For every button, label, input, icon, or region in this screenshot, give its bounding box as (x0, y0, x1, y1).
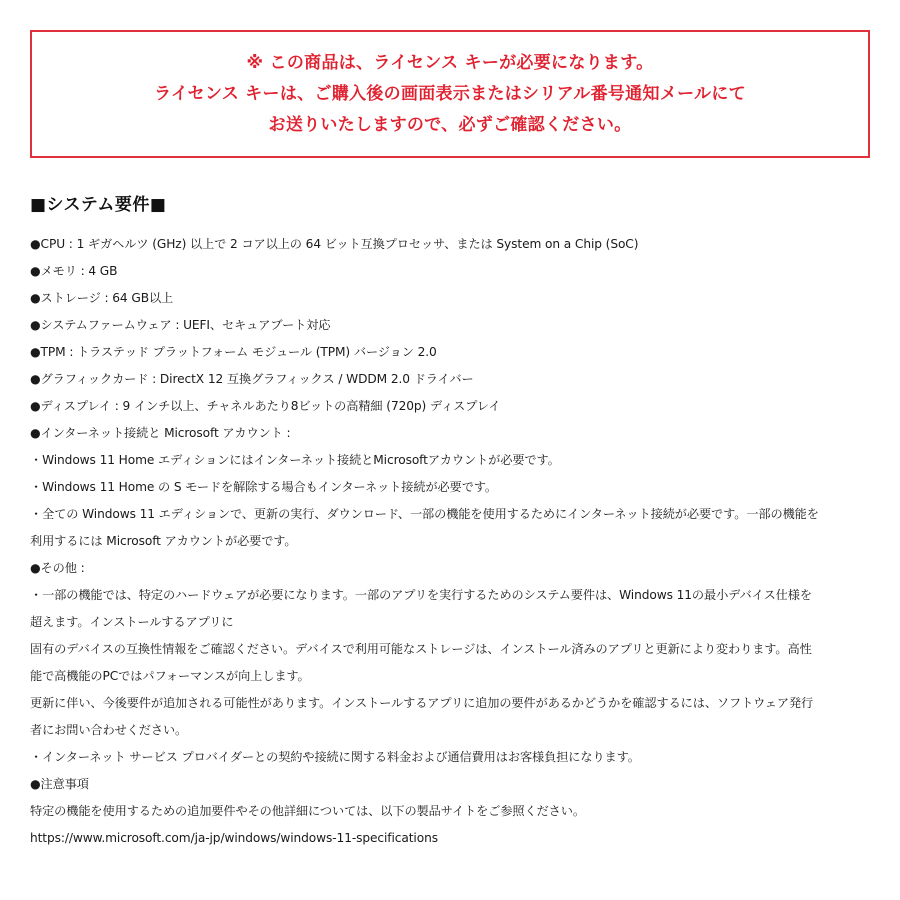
req-tpm: ●TPM : トラステッド プラットフォーム モジュール (TPM) バージョン 2.0 (30, 345, 437, 359)
notice-line-3: お送りいたしますので、必ずご確認ください。 (268, 114, 632, 135)
internet-title: ●インターネット接続と Microsoft アカウント : (30, 426, 291, 440)
notice-line-1: ※ この商品は、ライセンス キーが必要になります。 (246, 52, 654, 73)
internet-line: ・Windows 11 Home エディションにはインターネット接続とMicrosoftアカウントが必要です。 (30, 453, 560, 467)
req-cpu: ●CPU : 1 ギガヘルツ (GHz) 以上で 2 コア以上の 64 ビット互換プロセッサ、または System on a Chip (SoC) (30, 237, 639, 251)
license-notice-box (30, 30, 870, 158)
system-requirements-heading: ■システム要件■ (30, 195, 167, 215)
internet-line: ・Windows 11 Home の S モードを解除する場合もインターネット接続が必要です。 (30, 480, 497, 494)
requirements-content (30, 231, 880, 852)
other-title: ●その他 : (30, 561, 85, 575)
spec-url-text: https://www.microsoft.com/ja-jp/windows/windows-11-specifications (30, 831, 438, 845)
req-display: ●ディスプレイ : 9 インチ以上、チャネルあたり8ビットの高精細 (720p) ディスプレイ (30, 399, 501, 413)
notes-title: ●注意事項 (30, 777, 89, 791)
req-memory: ●メモリ : 4 GB (30, 264, 118, 278)
notes-url-line (30, 825, 880, 852)
other-line: 超えます。インストールするアプリに (30, 615, 234, 629)
notes-text: 特定の機能を使用するための追加要件やその他詳細については、以下の製品サイトをご参照ください。 (30, 804, 585, 818)
other-line: 固有のデバイスの互換性情報をご確認ください。デバイスで利用可能なストレージは、インストール済みのアプリと更新により変わります。高性 (30, 642, 812, 656)
internet-line: 利用するには Microsoft アカウントが必要です。 (30, 534, 297, 548)
req-firmware: ●システムファームウェア : UEFI、セキュアブート対応 (30, 318, 331, 332)
req-storage: ●ストレージ : 64 GB以上 (30, 291, 174, 305)
other-line: ・一部の機能では、特定のハードウェアが必要になります。一部のアプリを実行するためのシステム要件は、Windows 11の最小デバイス仕様を (30, 588, 812, 602)
other-line: 能で高機能のPCではパフォーマンスが向上します。 (30, 669, 310, 683)
other-line: 更新に伴い、今後要件が追加される可能性があります。インストールするアプリに追加の要件があるかどうかを確認するには、ソフトウェア発行 (30, 696, 814, 710)
notice-line-2: ライセンス キーは、ご購入後の画面表示またはシリアル番号通知メールにて (154, 83, 746, 104)
req-graphics: ●グラフィックカード : DirectX 12 互換グラフィックス / WDDM 2.0 ドライバー (30, 372, 474, 386)
internet-line: ・全ての Windows 11 エディションで、更新の実行、ダウンロード、一部の機能を使用するためにインターネット接続が必要です。一部の機能を (30, 507, 819, 521)
other-line: ・インターネット サービス プロバイダーとの契約や接続に関する料金および通信費用はお客様負担になります。 (30, 750, 640, 764)
other-line: 者にお問い合わせください。 (30, 723, 188, 737)
